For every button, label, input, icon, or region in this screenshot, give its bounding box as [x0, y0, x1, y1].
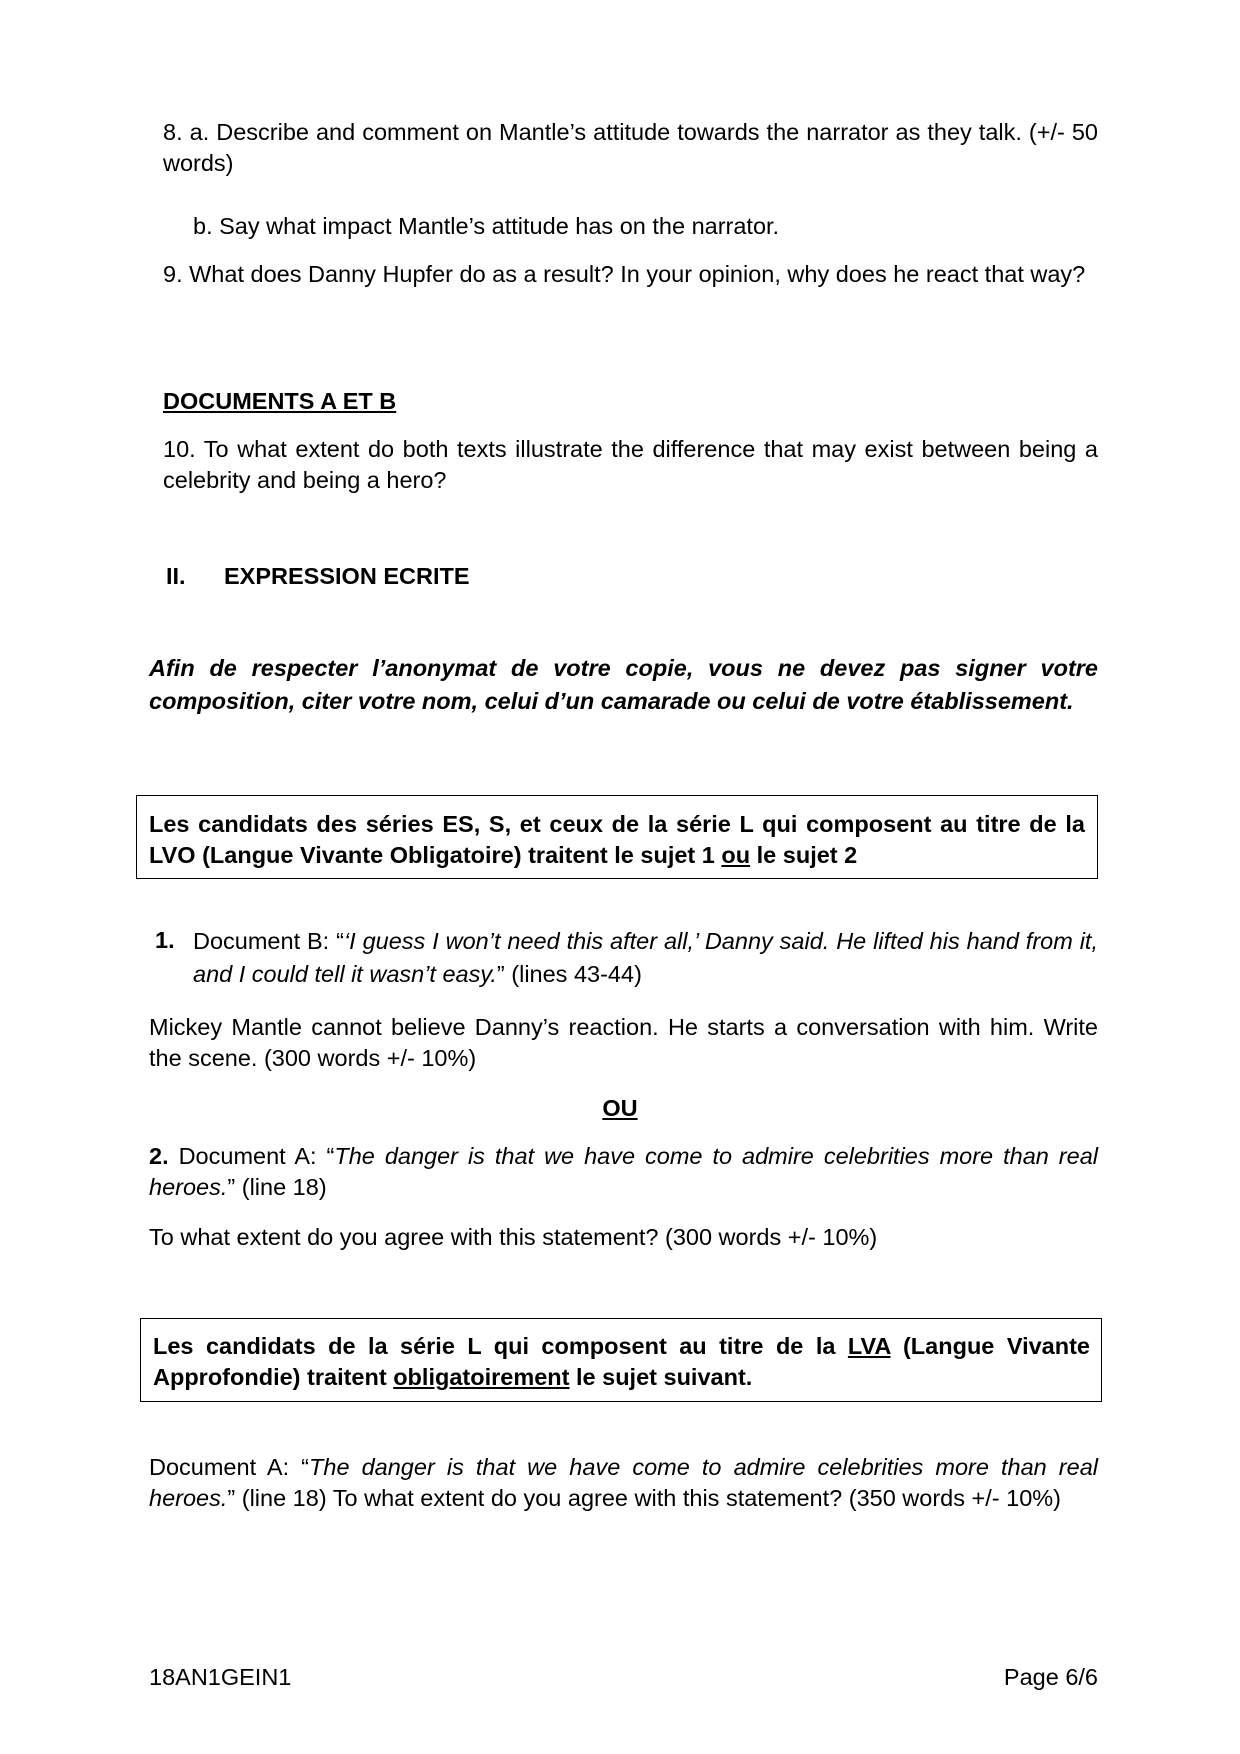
box1-text-start: Les candidats des séries ES, S, et ceux de la série L qui composent au titre de la LVO (Langue Vivante Obligatoire) traitent le sujet 1: [149, 811, 1085, 868]
instruction-box-lva-text: [153, 1331, 1090, 1393]
subject-2-ref: ” (line 18): [227, 1174, 327, 1200]
box2-lva: LVA: [847, 1333, 891, 1359]
box2-obligatoirement: obligatoirement: [393, 1364, 570, 1390]
subject-1-quote: [193, 925, 1098, 991]
anonymity-notice: Afin de respecter l’anonymat de votre copie, vous ne devez pas signer votre composition, citer votre nom, celui d’un camarade ou celui de votre établissement.: [149, 655, 1098, 714]
subject-2-lead: Document A: “: [168, 1143, 335, 1169]
instruction-box-lva: [140, 1318, 1102, 1402]
subject-1-task: Mickey Mantle cannot believe Danny’s reaction. He starts a conversation with him. Write the scene. (300 words +/- 10%): [149, 1014, 1098, 1071]
section-title: EXPRESSION ECRITE: [224, 563, 470, 589]
lva-lead: Document A: “: [149, 1454, 310, 1480]
box2-text-start: Les candidats de la série L qui composent au titre de la: [153, 1333, 848, 1359]
lva-subject: [149, 1452, 1098, 1514]
subject-1-quote-text: ‘I guess I won’t need this after all,’ Danny said. He lifted his hand from it, and I could tell it wasn’t easy.: [193, 928, 1098, 987]
instruction-box-lvo-text: [149, 809, 1085, 871]
lva-rest: ” (line 18) To what extent do you agree with this statement? (350 words +/- 10%): [227, 1485, 1061, 1511]
question-9: 9. What does Danny Hupfer do as a result? In your opinion, why does he react that way?: [163, 261, 1086, 287]
box2-text-mid: (Langue Vivante Approfondie) traitent: [153, 1333, 1090, 1390]
subject-2-quote-text: The danger is that we have come to admire celebrities more than real heroes.: [149, 1143, 1098, 1200]
question-10: 10. To what extent do both texts illustrate the difference that may exist between being a celebrity and being a hero?: [163, 436, 1098, 493]
question-8b: b. Say what impact Mantle’s attitude has on the narrator.: [193, 213, 780, 239]
subject-1-number-label: 1.: [155, 927, 175, 953]
subject-1-number: [155, 925, 175, 956]
documents-ab-heading: DOCUMENTS A ET B: [163, 388, 397, 414]
footer-code: 18AN1GEIN1: [149, 1664, 292, 1690]
box1-text-end: le sujet 2: [750, 842, 858, 868]
instruction-box-lvo: [136, 795, 1098, 879]
box1-ou: ou: [721, 842, 751, 868]
question-8a: 8. a. Describe and comment on Mantle’s attitude towards the narrator as they talk. (+/- 50 words): [163, 119, 1098, 176]
lva-quote-text: The danger is that we have come to admire celebrities more than real heroes.: [149, 1454, 1098, 1511]
or-label: OU: [602, 1095, 638, 1121]
subject-2-quote: [149, 1141, 1098, 1203]
box2-text-end: le sujet suivant.: [569, 1364, 753, 1390]
subject-2-task: To what extent do you agree with this statement? (300 words +/- 10%): [149, 1224, 878, 1250]
subject-2-number: 2.: [149, 1143, 169, 1169]
footer-page-number: Page 6/6: [1003, 1664, 1098, 1690]
subject-1-ref: ” (lines 43-44): [496, 961, 642, 987]
subject-1-lead: Document B: “: [193, 928, 344, 954]
section-number: II.: [166, 563, 186, 589]
